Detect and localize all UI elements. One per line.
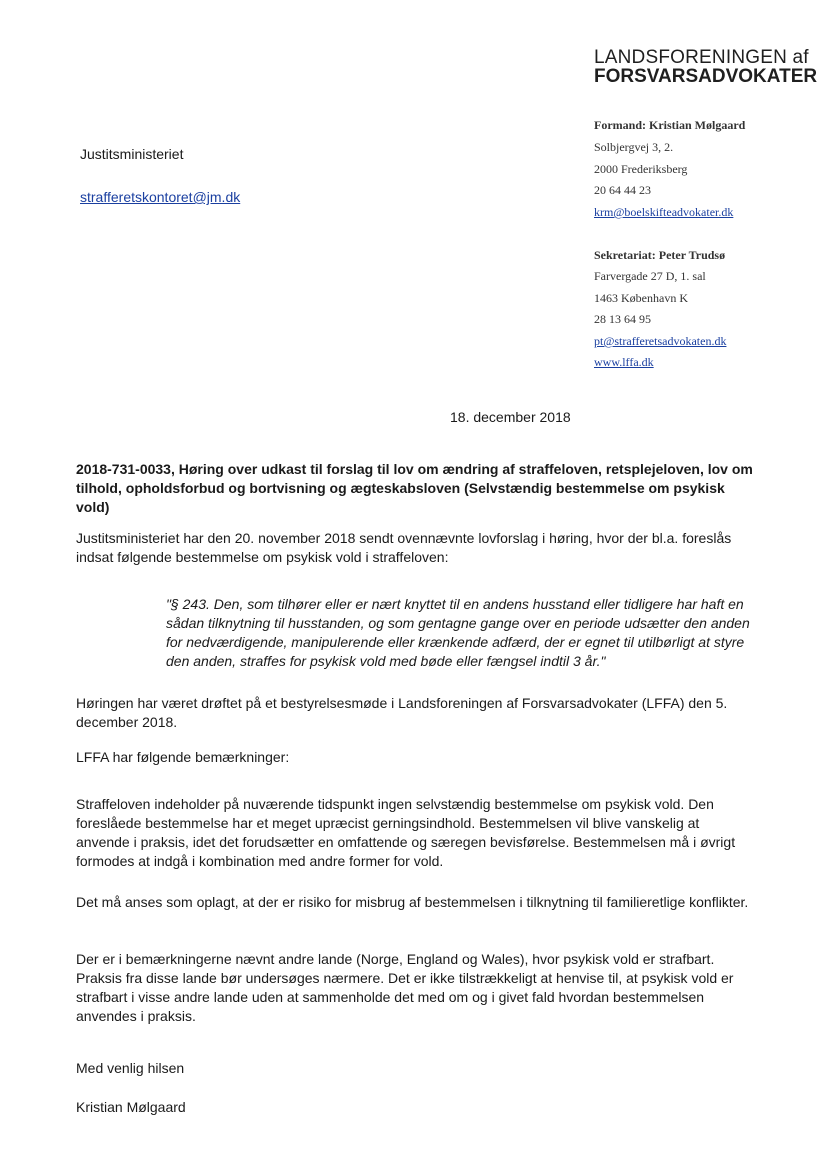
body-paragraph-4: Straffeloven indeholder på nuværende tidspunkt ingen selvstændig bestemmelse om psykisk vold. Den foreslåede bestemmelse har et meget upræcist gerningsindhold. Bestemmelsen vil blive vanskelig at anvende i praksis, idet det forudsætter en omfattende og særegen bevisførelse. Bestemmelsen må i øvrigt formodes at indgå i kombination med andre former for vold. [76, 796, 736, 869]
secretariat-street: Farvergade 27 D, 1. sal [594, 269, 706, 283]
body-paragraph-1: Justitsministeriet har den 20. november 2018 sendt ovennævnte lovforslag i høring, hvor der bl.a. foreslås indsat følgende bestemmelse om psykisk vold i straffeloven: [76, 530, 732, 565]
letter-subject: 2018-731-0033, Høring over udkast til forslag til lov om ændring af straffeloven, retsplejeloven, lov om tilhold, opholdsforbud og bortvisning og ægteskabsloven (Selvstændig bestemmelse om psykisk vold) [76, 461, 753, 515]
closing-greeting: Med venlig hilsen [76, 1060, 185, 1076]
body-paragraph-3: LFFA har følgende bemærkninger: [76, 749, 290, 765]
org-logo-line2: FORSVARSADVOKATER [594, 66, 818, 87]
secretariat-email-link[interactable]: pt@strafferetsadvokaten.dk [594, 334, 727, 348]
secretariat-phone: 28 13 64 95 [594, 312, 651, 326]
chair-email-link[interactable]: krm@boelskifteadvokater.dk [594, 205, 734, 219]
chair-city: 2000 Frederiksberg [594, 162, 688, 176]
letter-date: 18. december 2018 [450, 409, 571, 425]
body-paragraph-6: Der er i bemærkningerne nævnt andre lande (Norge, England og Wales), hvor psykisk vold er strafbart. Praksis fra disse lande bør undersøges nærmere. Det er ikke tilstrækkeligt at henvise til, at psykisk vold er strafbart i visse andre lande uden at sammenholde det med om og i givet fald hvordan bestemmelsen anvendes i praksis. [76, 951, 734, 1024]
chair-title: Formand: Kristian Mølgaard [594, 118, 746, 132]
body-paragraph-5: Det må anses som oplagt, at der er risiko for misbrug af bestemmelsen i tilknytning til familieretlige konflikter. [76, 894, 749, 910]
secretariat-city: 1463 København K [594, 291, 688, 305]
recipient-email-link[interactable]: strafferetskontoret@jm.dk [80, 189, 241, 205]
chair-phone: 20 64 44 23 [594, 183, 651, 197]
quoted-provision: "§ 243. Den, som tilhører eller er nært knyttet til en andens husstand eller tidligere har haft en sådan tilknytning til husstanden, og som gentagne gange over en periode udsætter den anden for nedværdigende, manipulerende eller krænkende adfærd, der er egnet til utilbørligt at styre den anden, straffes for psykisk vold med bøde eller fængsel indtil 3 år." [166, 596, 750, 669]
website-link[interactable]: www.lffa.dk [594, 355, 654, 369]
signature-name: Kristian Mølgaard [76, 1099, 186, 1115]
secretariat-title: Sekretariat: Peter Trudsø [594, 248, 726, 262]
recipient-name: Justitsministeriet [80, 146, 184, 162]
org-logo-line1: LANDSFORENINGEN af [594, 47, 809, 68]
body-paragraph-2: Høringen har været drøftet på et bestyrelsesmøde i Landsforeningen af Forsvarsadvokater (LFFA) den 5. december 2018. [76, 695, 728, 730]
chair-street: Solbjergvej 3, 2. [594, 140, 674, 154]
